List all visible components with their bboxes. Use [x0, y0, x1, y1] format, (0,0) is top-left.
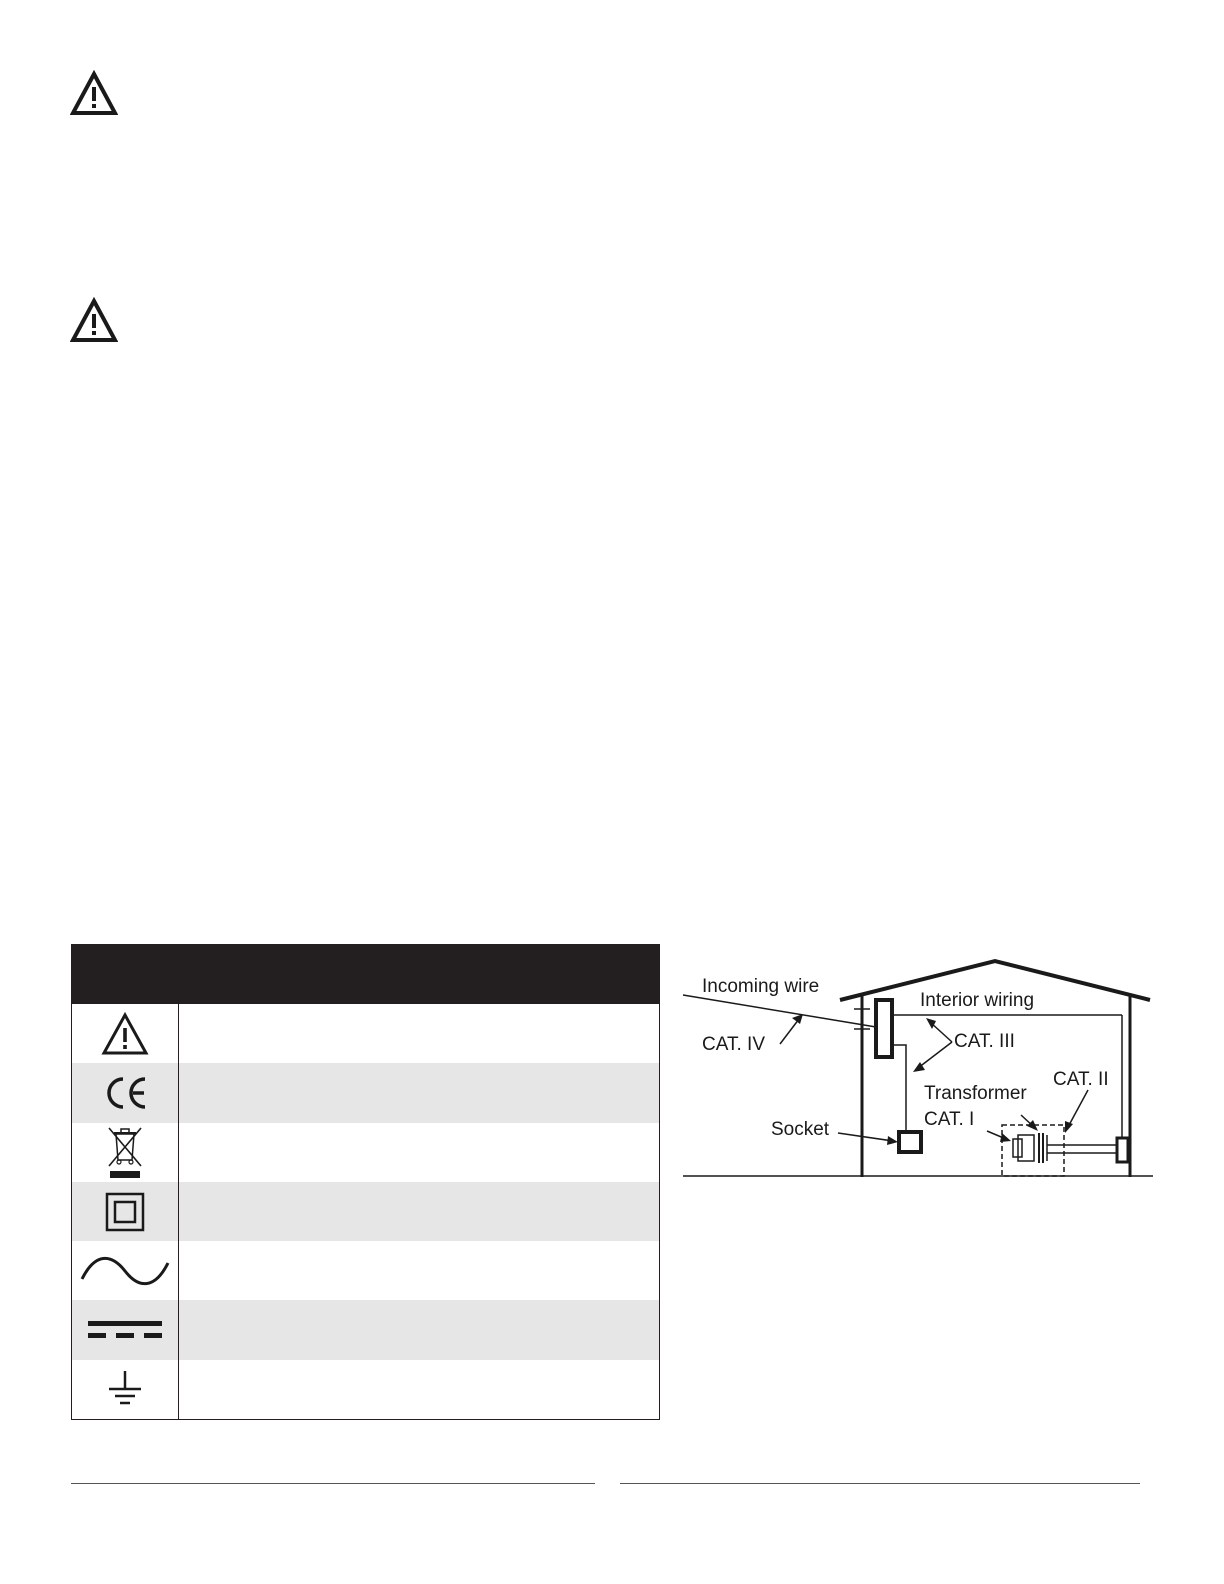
label-cat-i: CAT. I [924, 1109, 975, 1130]
measurement-category-diagram [680, 955, 1160, 1185]
symbol-row-ce [72, 1063, 659, 1122]
label-interior-wiring: Interior wiring [920, 990, 1035, 1011]
warning-icon [70, 297, 118, 343]
label-socket: Socket [771, 1119, 830, 1140]
symbol-row-weee [72, 1123, 659, 1182]
symbol-row-ground [72, 1360, 659, 1419]
column-divider [178, 1004, 179, 1419]
symbol-row-dc [72, 1300, 659, 1359]
dc-current-icon [72, 1300, 178, 1359]
label-cat-iv: CAT. IV [702, 1034, 765, 1055]
warning-triangle-icon [72, 1004, 178, 1063]
label-cat-ii: CAT. II [1053, 1069, 1109, 1090]
footer-rule-right [620, 1483, 1140, 1484]
weee-crossed-bin-icon [72, 1123, 178, 1182]
double-insulation-icon [72, 1182, 178, 1241]
symbol-row-warning [72, 1004, 659, 1063]
label-incoming-wire: Incoming wire [702, 976, 820, 997]
ce-mark-icon [72, 1063, 178, 1122]
symbol-table-header [72, 945, 659, 1004]
warning-icon [70, 70, 118, 116]
footer-rule-left [71, 1483, 595, 1484]
ground-earth-icon [72, 1360, 178, 1419]
symbol-row-double-insulation [72, 1182, 659, 1241]
label-cat-iii: CAT. III [954, 1031, 1015, 1052]
label-transformer: Transformer [924, 1083, 1027, 1104]
symbol-row-ac [72, 1241, 659, 1300]
ac-sine-wave-icon [72, 1241, 178, 1300]
symbol-table-body [72, 1004, 659, 1419]
symbol-table [71, 944, 660, 1420]
